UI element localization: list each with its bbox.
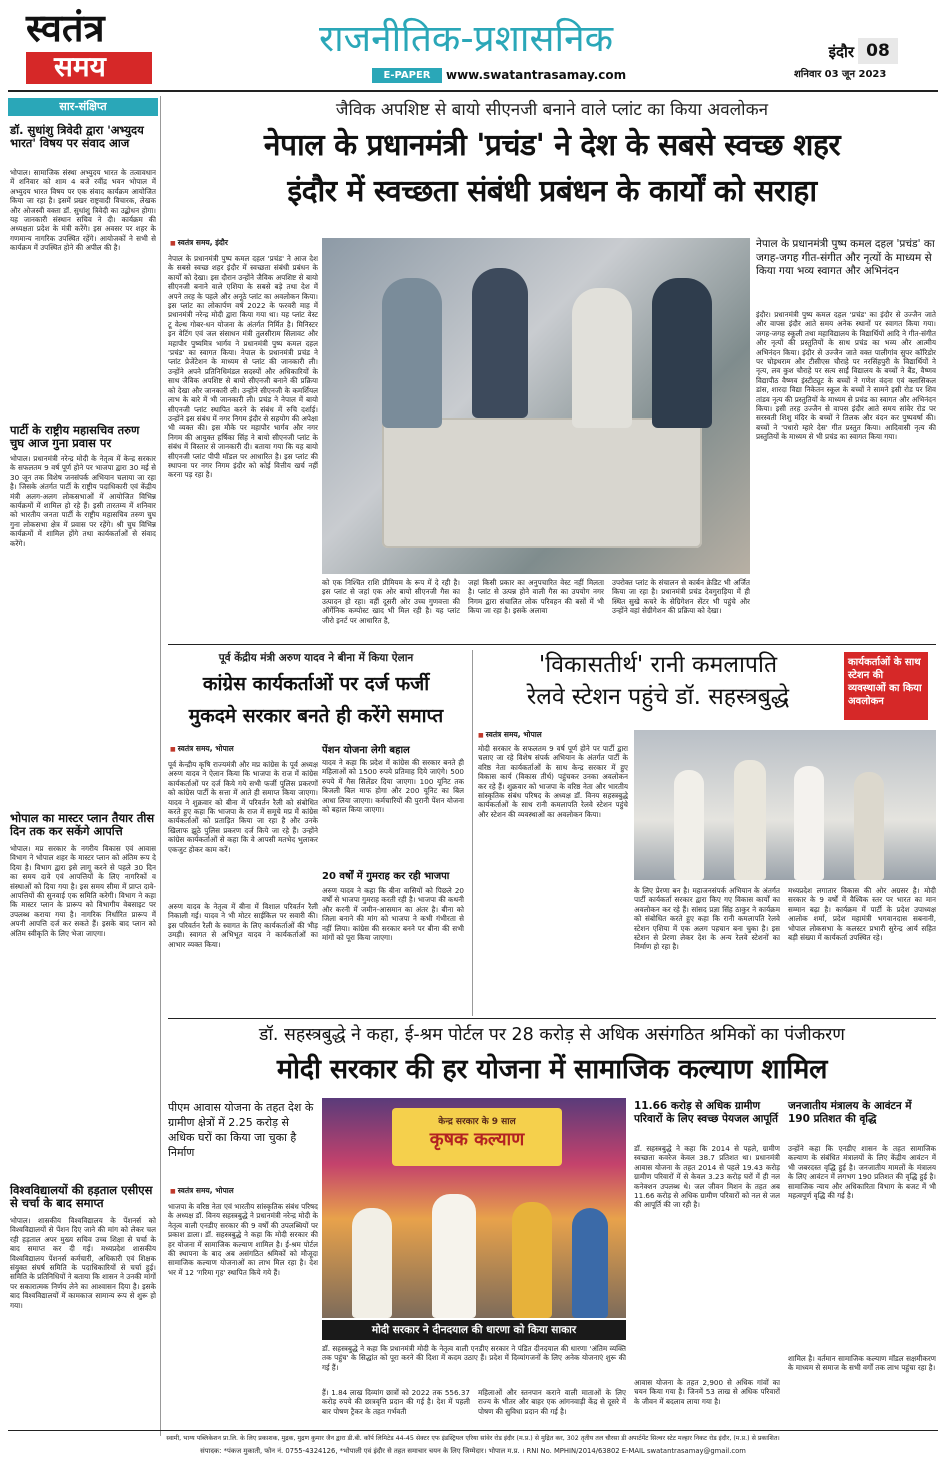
poster-title: कृषक कल्याण	[429, 1129, 525, 1150]
modi-photo-caption: मोदी सरकार ने दीनदयाल की धारणा को किया साकार	[322, 1320, 626, 1340]
yadav-headline: कांग्रेस कार्यकर्ताओं पर दर्ज फर्जी	[202, 673, 430, 695]
poster-subtitle: केन्द्र सरकार के 9 साल	[438, 1117, 516, 1127]
lead-photo[interactable]	[322, 238, 750, 574]
lead-headline: नेपाल के प्रधानमंत्री 'प्रचंड' ने देश के सबसे स्वच्छ शहर	[263, 128, 841, 163]
brief-title: पार्टी के राष्ट्रीय महासचिव तरुण चुघ आज गुना प्रवास पर	[10, 423, 140, 450]
yadav-byline: ■ स्वतंत्र समय, भोपाल	[170, 744, 320, 754]
person-figure	[572, 288, 632, 428]
model-table	[382, 418, 702, 548]
yadav-body: यादव ने कहा कि प्रदेश में कांग्रेस की सरकार बनते ही महिलाओं को 1500 रुपये प्रतिमाह दिये जाएंगे। 500 रुपये में गैस सिलेंडर दिया जाएगा। 100 यूनिट तक बिजली बिल माफ होगा और 200 यूनिट का बिल आधा लिया जाएगा। कर्मचारियों की पुरानी पेंशन योजना को बहाल किया जाएगा।	[322, 758, 464, 815]
yadav-subhead: पेंशन योजना लेगी बहाल	[322, 745, 410, 756]
brief-title: डॉ. सुधांशु त्रिवेदी द्वारा 'अभ्युदय भारत' विषय पर संवाद आज	[10, 123, 144, 150]
lead-side-headline: नेपाल के प्रधानमंत्री पुष्प कमल दहल 'प्रचंड' का जगह-जगह गीत-संगीत और नृत्यों के माध्यम से किया गया भव्य स्वागत और अभिनंदन	[756, 238, 935, 277]
imprint-line: संपादक: *पंकज मुकाती, फोन नं. 0755-4324126, *भोपाली एवं इंदौर से तहत समाचार चयन के लिए जिम्मेदार। भोपाल म.प्र. । RNI No. MPHIN/2014/63802 E-MAIL swatantrasamay@gmail.com	[200, 1447, 746, 1455]
vikas-body: मध्यप्रदेश लगातार विकास की ओर अग्रसर है। मोदी सरकार के 9 वर्षों में वैश्विक स्तर पर भारत का मान सम्मान बढ़ा है। कार्यक्रम में पार्टी के प्रदेश उपाध्यक्ष आलोक शर्मा, प्रदेश महामंत्री भगवानदास सबनानी, भोपाल लोकसभा के कलस्टर प्रभारी सुरेन्द्र आर्य सहित बड़ी संख्या में कार्यकर्ता उपस्थित रहे।	[788, 886, 936, 943]
brief-title: विश्वविद्यालयों की हड़ताल एसीएस से चर्चा के बाद समाप्त	[10, 1183, 153, 1210]
person-figure	[674, 770, 704, 880]
sidebar-header-label: सार-संक्षिप्त	[59, 100, 107, 113]
shram-headline: डॉ. सहस्त्रबुद्धे ने कहा, ई-श्रम पोर्टल पर 28 करोड़ से अधिक असंगठित श्रमिकों का पंजीकरण	[259, 1025, 845, 1045]
person-figure	[572, 1208, 608, 1318]
vikas-headline: 'विकासतीर्थ' रानी कमलापति	[538, 652, 778, 678]
lead-kicker: जैविक अपशिष्ट से बायो सीएनजी बनाने वाले प्लांट का किया अवलोकन	[335, 100, 769, 120]
section-rule	[168, 644, 936, 645]
lead-body: को एक निश्चित राशि प्रीमियम के रूप में दे रही है। इस प्लांट से जहां एक ओर बायो सीएनजी गैस का उत्पादन हो रहा। वहीं दूसरी ओर उच्च गुणवत्ता की ऑर्गेनिक कम्पोस्ट खाद भी मिल रही है। यह प्लांट जीरो इनर्ट पर आधारित है,	[322, 578, 460, 625]
person-figure	[854, 772, 884, 880]
lead-byline: ■ स्वतंत्र समय, इंदौर	[170, 238, 320, 248]
website-link[interactable]: www.swatantrasamay.com	[446, 68, 627, 82]
vikas-headline: रेलवे स्टेशन पहुंचे डॉ. सहस्त्रबुद्धे	[526, 684, 790, 710]
brief-body: भोपाल। शासकीय विश्वविद्यालय के पेंशनर्स को विश्वविद्यालयों से पेंशन दिए जाने की मांग को लेकर चल रही हड़ताल अपर मुख्य सचिव उच्च शिक्षा से चर्चा के बाद समाप्त कर दी गई। मध्यप्रदेश शासकीय विश्वविद्यालय पेंशनर्स कर्मचारी, अधिकारी एवं शिक्षक संयुक्त संघर्ष समिति के पदाधिकारियों से चर्चा हुई। समिति के प्रतिनिधियों ने बताया कि शासन ने उनकी मांगों पर सकारात्मक निर्णय लेने का आश्वासन दिया है। इसके बाद विश्वविद्यालयों में कामकाज सामान्य रूप से शुरू हो गया।	[10, 1216, 156, 1310]
yadav-headline: मुकदमे सरकार बनते ही करेंगे समाप्त	[188, 705, 444, 727]
person-figure	[382, 278, 442, 428]
lead-body: उपरोक्त प्लांट के संचालन से कार्बन क्रेडिट भी अर्जित किया जा रहा है। प्रधानमंत्री प्रचंड देवगुराड़िया में ही स्थित सुखे कचरे के सेग्रिगेशन सेंटर भी पहुंचे और उन्होंने वहां सेग्रीगेशन की प्रक्रिया को देखा।	[612, 578, 750, 616]
modi-subhead: जनजातीय मंत्रालय के आवंटन में 190 प्रतिशत की वृद्धि	[788, 1100, 912, 1125]
modi-body: शामिल है। वर्तमान सामाजिक कल्याण मॉडल सक्षमीकरण के माध्यम से समाज के सभी वर्गों तक लाभ पहुंचा रहा है।	[788, 1354, 936, 1373]
vikas-byline: ■ स्वतंत्र समय, भोपाल	[478, 730, 628, 740]
modi-body: डॉ. सहस्त्रबुद्धे ने कहा कि प्रधानमंत्री मोदी के नेतृत्व वाली एनडीए सरकार ने पंडित दीनदयाल की धारणा 'अंतिम व्यक्ति तक पहुंच' के सिद्धांत को पूरा करने की दिशा में कदम उठाए हैं। प्रदेश में दिव्यांगजनों के लिए अनेक योजनाएं शुरू की गई हैं।	[322, 1344, 626, 1372]
modi-pull-quote: पीएम आवास योजना के तहत देश के ग्रामीण क्षेत्रों में 2.25 करोड़ से अधिक घरों का किया जा चुका है निर्माण	[168, 1101, 314, 1159]
page-number: 08	[858, 38, 898, 64]
footer-rule	[8, 1430, 938, 1431]
brief-body: भोपाल। सामाजिक संस्था अभ्युदय भारत के तत्वावधान में शनिवार को शाम 4 बजे रवींद्र भवन भोपाल में अभ्युदय भारत विषय पर एक संवाद कार्यक्रम आयोजित किया जा रहा है। इसमें प्रखर राष्ट्रवादी विचारक, लेखक और ओजस्वी वक्ता डॉ. सुधांशु त्रिवेदी का उद्बोधन होगा। यह जानकारी संस्थान सचिव ने दी। कार्यक्रम की अध्यक्षता प्रदेश के मंत्री करेंगे। इस अवसर पर शहर के गणमान्य नागरिक उपस्थित रहेंगे। आयोजकों ने सभी से कार्यक्रम में उपस्थित होने की अपील की है।	[10, 168, 156, 253]
station-photo[interactable]	[634, 730, 936, 880]
lead-body: नेपाल के प्रधानमंत्री पुष्प कमल दहल 'प्रचंड' ने आज देश के सबसे स्वच्छ शहर इंदौर में स्वच्छता संबंधी प्रबंधन के कार्यों को देखा। इस दौरान उन्होंने जैविक अपशिष्ट से बायो सीएनजी बनाने वाले एशिया के सबसे बड़े तथा देश में अपने तरह के पहले और अनूठे प्लांट का अवलोकन किया। इस प्लांट का लोकार्पण वर्ष 2022 के फरवरी माह में प्रधानमंत्री नरेन्द्र मोदी द्वारा किया गया था। यह प्लांट वेस्ट टू वेल्थ गोबर-धन योजना के अंतर्गत निर्मित है। मिनिस्टर इन वेटिंग एवं जल संसाधन मंत्री तुलसीराम सिलावट और महापौर पुष्यमित्र भार्गव ने प्रधानमंत्री पुष्प कमल दहल 'प्रचंड' का स्वागत किया। नेपाल के प्रधानमंत्री प्रचंड ने प्लांट प्रेजेंटेशन के माध्यम से प्लांट की जानकारी ली। उन्होंने अपने प्रतिनिधिमंडल सदस्यों और अधिकारियों के साथ जैविक अपशिष्ट से बायो सीएनजी बनाने की प्रक्रिया को देखा और जानकारी ली। उन्होंने सीएनजी के कमर्शियल लाभ के बारे में भी जानकारी ली। प्रचंड ने नेपाल में बायो सीएनजी प्लांट स्थापित करने के संबंध में रुचि दर्शाई। उन्होंने इस संबंध में नगर निगम इंदौर से सहयोग की अपेक्षा भी व्यक्त की। इस मौके पर महापौर भार्गव और नगर निगम की आयुक्त हर्षिका सिंह ने बायो सीएनजी प्लांट के संबंध में विस्तार से जानकारी दी। बताया गया कि यह बायो सीएनजी प्लांट पीपी मॉडल पर आधारित है। इस प्लांट की स्थापना पर नगर निगम इंदौर को कोई वित्तीय खर्च नहीं करना पड़ रहा है।	[168, 254, 318, 480]
person-figure	[472, 268, 528, 418]
masthead-logo[interactable]	[26, 6, 152, 86]
vikas-body: मोदी सरकार के सफलतम 9 वर्ष पूर्ण होने पर पार्टी द्वारा चलाए जा रहे विशेष संपर्क अभियान के अंतर्गत पार्टी के वरिष्ठ नेता कार्यकर्ताओं के साथ केन्द्र सरकार में हुए विकास कार्य (विकास तीर्थ) पहुंचकर उनका अवलोकन कर रहे हैं। शुक्रवार को भाजपा के वरिष्ठ नेता और भारतीय सांस्कृतिक संबंध परिषद के अध्यक्ष डॉ. विनय सहस्त्रबुद्धे कार्यकर्ताओं के साथ रानी कमलापति रेलवे स्टेशन पहुंचे और स्टेशन की व्यवस्थाओं का अवलोकन किया।	[478, 744, 628, 819]
imprint-line: स्वामी, भाग्य पब्लिकेशन प्रा.लि. के लिए प्रकाशक, मुद्रक, मुद्रण कुमार जैन द्वारा डी.बी. कॉर्प लिमिटेड 44-45 सेक्टर एफ इंडस्ट्रियल एरिया सांवेर रोड इंदौर (म.प्र.) से मुद्रित कर, 302 तृतीय तल चौरसा डी अपार्टमेंट सिल्वर स्टेट मल्हार निकट रोड इंदौर, (म.प्र.) से प्रकाशित।	[166, 1435, 780, 1442]
logo-bottom-text: समय	[54, 50, 106, 83]
sidebar-header	[8, 98, 158, 116]
lead-body: जहां किसी प्रकार का अनुपचारित वेस्ट नहीं मिलता है। प्लांट से उत्पन्न होने वाली गैस का उपयोग नगर निगम द्वारा संचालित लोक परिवहन की बसों में भी किया जा रहा है। इसके अलावा	[468, 578, 604, 616]
lead-headline: इंदौर में स्वच्छता संबंधी प्रबंधन के कार्यों को सराहा	[287, 174, 817, 209]
logo-top-text: स्वतंत्र	[26, 5, 105, 50]
brief-body: भोपाल। प्रधानमंत्री नरेन्द्र मोदी के नेतृत्व में केन्द्र सरकार के सफलतम 9 वर्ष पूर्ण होने पर भाजपा द्वारा 30 मई से 30 जून तक विशेष जनसंपर्क अभियान चलाया जा रहा है। जिसके अंतर्गत पार्टी के राष्ट्रीय पदाधिकारी एवं केंद्रीय मंत्री अलग-अलग लोकसभाओं में आयोजित विभिन्न कार्यक्रमों में शामिल हो रहे हैं। इसी तारतम्य में शनिवार को भारतीय जनता पार्टी के राष्ट्रीय महासचिव तरुण चुघ गुना लोकसभा क्षेत्र में प्रवास पर रहेंगे। श्री चुघ विभिन्न कार्यक्रमों में शामिल होंगे तथा कार्यकर्ताओं से संवाद करेंगे।	[10, 454, 156, 548]
person-figure	[512, 1202, 552, 1318]
modi-body: डॉ. सहस्त्रबुद्धे ने कहा कि 2014 से पहले, ग्रामीण स्वच्छता कवरेज केवल 38.7 प्रतिशत था। प्रधानमंत्री आवास योजना के तहत 2014 से पहले 19.43 करोड़ ग्रामीण परिवारों में से केवल 3.23 करोड़ घरों में ही नल कनेक्शन उपलब्ध थे। जल जीवन मिशन के तहत अब 11.66 करोड़ से अधिक ग्रामीण परिवारों को नल से जल की आपूर्ति की जा रही है।	[634, 1144, 780, 1210]
yadav-kicker: पूर्व केंद्रीय मंत्री अरुण यादव ने बीना में किया ऐलान	[218, 652, 414, 664]
poster-banner	[392, 1108, 562, 1166]
issue-date: शनिवार 03 जून 2023	[794, 69, 887, 80]
modi-photo[interactable]	[322, 1098, 626, 1318]
section-title: राजनीतिक-प्रशासनिक	[318, 17, 614, 60]
modi-body: उन्होंने कहा कि एनडीए शासन के तहत सामाजिक कल्याण के संबंधित मंत्रालयों के लिए केंद्रीय आवंटन में भी जबरदस्त वृद्धि हुई है। जनजातीय मामलों के मंत्रालय के लिए आवंटन में लगभग 190 प्रतिशत की वृद्धि हुई है। सामाजिक न्याय और अधिकारिता विभाग के बजट में भी महत्वपूर्ण वृद्धि की गई है।	[788, 1144, 936, 1201]
yadav-body: पूर्व केन्द्रीय कृषि राज्यमंत्री और मप्र कांग्रेस के पूर्व अध्यक्ष अरुण यादव ने ऐलान किया कि भाजपा के राज में कांग्रेस कार्यकर्ताओं पर दर्ज किये गये सभी फर्जी पुलिस प्रकरणों को कांग्रेस पार्टी के सत्ता में आते ही समाप्त किया जाएगा। यादव ने शुक्रवार को बीना में परिवर्तन रैली को संबोधित करते हुए कहा कि भाजपा के राज में समूचे मप्र में कांग्रेस कार्यकर्ताओं को प्रताड़ित किया जा रहा है और उनके खिलाफ झूठे पुलिस प्रकरण दर्ज किये जा रहे हैं। उन्होंने कांग्रेस कार्यकर्ताओं से कहा कि वे आपसी मतभेद भुलाकर एकजुट होकर काम करें।	[168, 760, 318, 854]
modi-headline: मोदी सरकार की हर योजना में सामाजिक कल्याण शामिल	[276, 1054, 828, 1085]
masthead-rule	[8, 90, 938, 92]
person-figure	[432, 1194, 476, 1318]
person-figure	[794, 766, 824, 880]
lead-side-body: इंदौर। प्रधानमंत्री पुष्प कमल दहल 'प्रचंड' का इंदौर से उज्जैन जाते और वापस इंदौर आते समय अनेक स्थानों पर स्वागत किया गया। जगह-जगह स्कूली तथा महाविद्यालय के विद्यार्थियों आदि ने गीत-संगीत और नृत्यों की प्रस्तुतियों के साथ प्रचंड का भव्य और आत्मीय अभिनंदन किया। इंदौर से उज्जैन जाते वक्त पालीगांव सुपर कॉरिडोर पर चोइथराम और टीसीएस चौराहे पर नरसिंहपुरी के विद्यार्थियों ने नृत्य, लव कुश चौराहे पर सत्य साईं विद्यालय के बच्चों ने बैंड, वैष्णव विद्यापीठ वैष्णव इंस्टीट्यूट के बच्चों ने गणेश वंदना एवं क्लासिकल डांस, शारदा विद्या निकेतन स्कूल के बच्चों ने सामने इसी रोड पर शिव तांडव नृत्य की प्रस्तुतियों के माध्यम से प्रचंड का स्वागत और अभिनंदन किया। इसी तरह उज्जैन से वापस इंदौर आते समय सांवेर रोड पर सरस्वती शिशु मंदिर के बच्चों ने तिलक और वंदन कर पुष्पवर्षा की। बच्चों ने 'पधारो म्हारे देस' गीत प्रस्तुत किया। आदिवासी नृत्य की प्रस्तुतियों के माध्यम से भी प्रचंड का स्वागत किया गया।	[756, 310, 936, 442]
section-rule	[168, 1018, 936, 1019]
modi-byline: ■ स्वतंत्र समय, भोपाल	[170, 1186, 320, 1196]
person-figure	[352, 1208, 392, 1318]
sidebar	[8, 96, 158, 1436]
yadav-body: अरुण यादव के नेतृत्व में बीना में विशाल परिवर्तन रैली निकाली गई। यादव ने भी मोटर साईकिल पर सवारी की। इस परिवर्तन रैली के स्वागत के लिए कार्यकर्ताओं की भीड़ उमड़ी। स्वागत से अभिभूत यादव ने कार्यकर्ताओं का आभार व्यक्त किया।	[168, 902, 318, 949]
person-figure	[734, 760, 766, 880]
vikas-tag: कार्यकर्ताओं के साथ स्टेशन की व्यवस्थाओं का किया अवलोकन	[844, 652, 928, 720]
vikas-body: के लिए प्रेरणा बन है। महाजनसंपर्क अभियान के अंतर्गत पार्टी कार्यकर्ता सरकार द्वारा किए गए विकास कार्यों का अवलोकन कर रहे हैं। सांसद प्रज्ञा सिंह ठाकुर ने कार्यक्रम को संबोधित करते हुए कहा कि रानी कमलापति रेलवे स्टेशन एशिया में एक अलग पहचान बना चुका है। इस स्टेशन से प्रेरणा लेकर देश के अन्य रेलवे स्टेशनों का निर्माण हो रहा है।	[634, 886, 780, 952]
modi-body: हैं। 1.84 लाख दिव्यांग छात्रों को 2022 तक 556.37 करोड़ रुपये की छात्रवृत्ति प्रदान की गई है। देश में पहली बार पोषण ट्रैकर के तहत गर्भवती	[322, 1388, 470, 1416]
person-figure	[652, 278, 712, 428]
sidebar-divider	[160, 96, 161, 1436]
yadav-subhead: 20 वर्षों में गुमराह कर रही भाजपा	[322, 871, 450, 882]
epaper-label: E-PAPER	[372, 68, 442, 83]
city-label: इंदौर	[828, 43, 854, 61]
column-divider	[472, 650, 473, 1016]
yadav-body: अरुण यादव ने कहा कि बीना वासियों को पिछले 20 वर्षों से भाजपा गुमराह करती रही है। भाजपा की कथनी और करनी में जमीन-आसमान का अंतर है। बीना को जिला बनाने की मांग को भाजपा ने कभी गंभीरता से नहीं लिया। कांग्रेस की सरकार बनने पर बीना की सभी मांगों को पूरा किया जाएगा।	[322, 886, 464, 943]
modi-body: महिलाओं और स्तनपान कराने वाली माताओं के लिए राज्य के भीतर और बाहर एक आंगनवाड़ी केंद्र से दूसरे में पोषण की सुविधा प्रदान की गई है।	[478, 1388, 626, 1416]
modi-subhead: 11.66 करोड़ से अधिक ग्रामीण परिवारों के लिए स्वच्छ पेयजल आपूर्ति	[634, 1100, 779, 1125]
brief-body: भोपाल। मप्र सरकार के नगरीय विकास एवं आवास विभाग ने भोपाल शहर के मास्टर प्लान को अंतिम रूप दे दिया है। विभाग द्वारा इसे लागू करने से पहले 30 दिन का समय दावे एवं आपत्तियों के लिए नागरिकों व संस्थाओं को दिया गया है। इस समय सीमा में प्राप्त दावे-आपत्तियों की सुनवाई एक समिति करेगी। विभाग ने कहा कि मास्टर प्लान के प्रारूप को विभागीय वेबसाइट पर उपलब्ध कराया गया है। नागरिक निर्धारित प्रारूप में अपनी आपत्ति दर्ज कर सकते हैं। इसके बाद प्लान को अंतिम स्वीकृति के लिए भेजा जाएगा।	[10, 844, 156, 938]
masthead	[0, 0, 945, 92]
modi-body: आवास योजना के तहत 2,900 से अधिक गांवों का चयन किया गया है। जिनमें 53 लाख से अधिक परिवारों के जीवन में बदलाव लाया गया है।	[634, 1378, 780, 1406]
brief-title: भोपाल का मास्टर प्लान तैयार तीस दिन तक कर सकेंगे आपत्ति	[10, 811, 155, 838]
modi-body: भाजपा के वरिष्ठ नेता एवं भारतीय सांस्कृतिक संबंध परिषद के अध्यक्ष डॉ. विनय सहस्त्रबुद्धे ने प्रधानमंत्री नरेन्द्र मोदी के नेतृत्व वाली एनडीए सरकार की 9 वर्षों की उपलब्धियों पर प्रकाश डाला। डॉ. सहस्त्रबुद्धे ने कहा कि मोदी सरकार की हर योजना में सामाजिक कल्याण शामिल है। ई-श्रम पोर्टल की स्थापना के बाद अब असंगठित श्रमिकों को मौजूदा सामाजिक कल्याण योजनाओं का लाभ मिल रहा है। देश भर में 12 'गरिमा गृह' स्थापित किये गये हैं।	[168, 1202, 318, 1277]
